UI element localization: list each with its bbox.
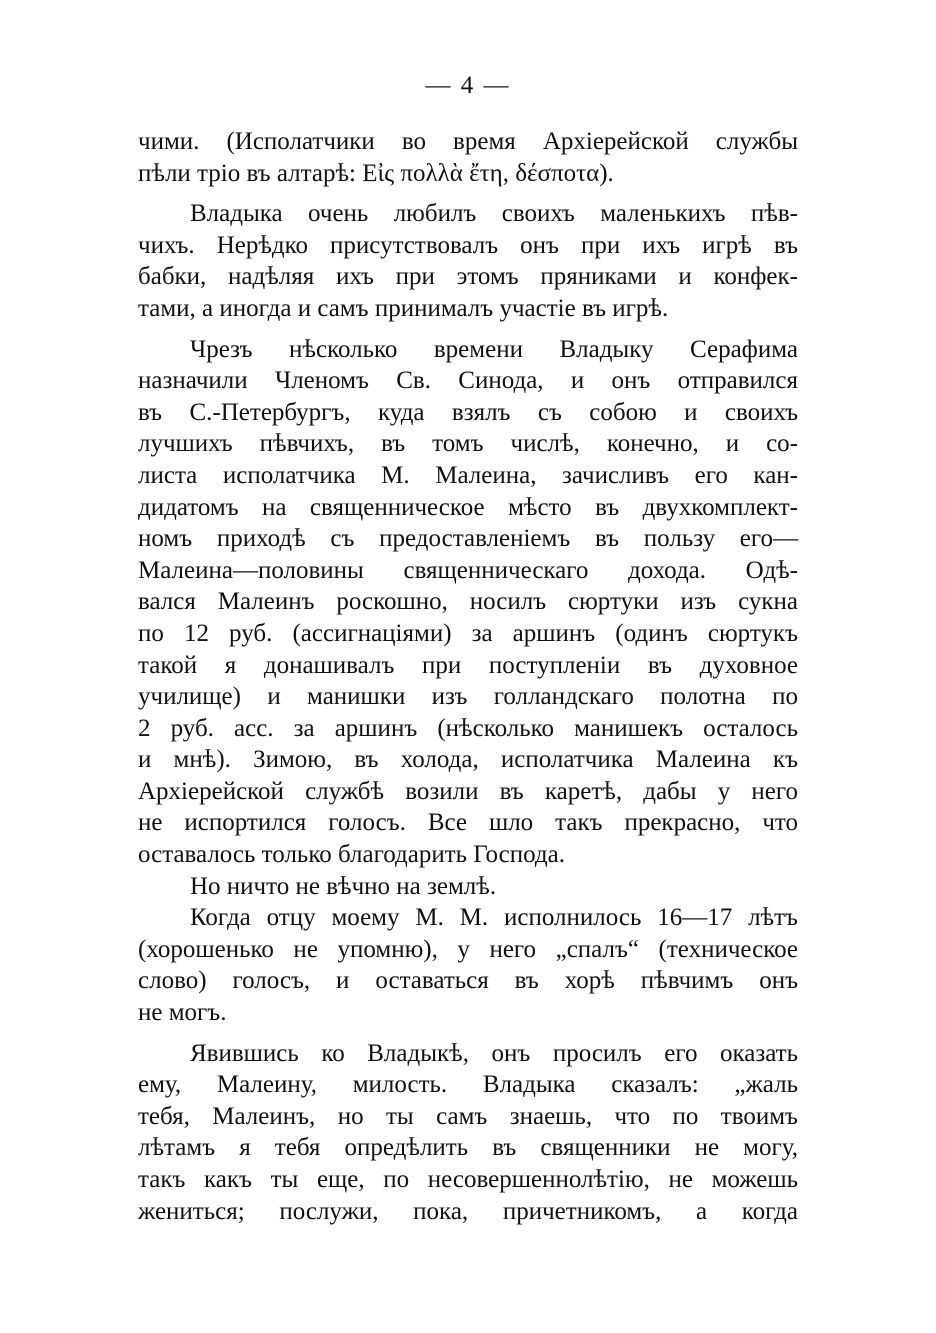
text-line: лѣтамъ я тебя опредѣлить въ священники не могу,: [138, 1134, 798, 1162]
text-line: и мнѣ). Зимою, въ холода, исполатчика Малеина къ: [138, 746, 798, 774]
text-line: оставалось только благодарить Господа.: [138, 841, 566, 869]
text-line: чихъ. Нерѣдко присутствовалъ онъ при ихъ игрѣ въ: [138, 231, 798, 259]
text-line: бабки, надѣляя ихъ при этомъ пряниками и конфек-: [138, 263, 798, 291]
text-line: (хорошенько не упомню), у него „спалъ“ (техническое: [138, 935, 798, 963]
text-line: такой я донашивалъ при поступленіи въ духовное: [138, 651, 798, 679]
body-text: [138, 126, 798, 1227]
text-line: листа исполатчика М. Малеина, зачисливъ его кан-: [138, 461, 798, 489]
text-line: такъ какъ ты еще, по несовершеннолѣтію, не можешь: [138, 1166, 798, 1193]
text-line: дидатомъ на священническое мѣсто въ двухкомплект-: [138, 493, 798, 521]
text-line: училище) и манишки изъ голландскаго полотна по: [138, 683, 798, 711]
text-line: слово) голосъ, и оставаться въ хорѣ пѣвчимъ онъ: [138, 967, 798, 995]
paragraph-2: [138, 198, 798, 324]
text-line: назначили Членомъ Св. Синода, и онъ отправился: [138, 367, 798, 395]
text-line: въ С.-Петербургъ, куда взялъ съ собою и своихъ: [138, 398, 798, 426]
paragraph-1: [138, 126, 798, 189]
text-line: Чрезъ нѣсколько времени Владыку Серафима: [190, 335, 798, 363]
paragraph-3: [138, 334, 798, 871]
text-line: Явившись ко Владыкѣ, онъ просилъ его оказать: [190, 1039, 798, 1067]
text-line: Архіерейской службѣ возили въ каретѣ, дабы у него: [138, 777, 798, 805]
text-line: жениться; послужи, пока, причетникомъ, а когда: [138, 1197, 798, 1225]
paragraph-6: [138, 1038, 798, 1228]
text-line: тами, а иногда и самъ принималъ участіе въ игрѣ.: [138, 294, 669, 322]
text-line: тебя, Малеинъ, но ты самъ знаешь, что по твоимъ: [138, 1102, 798, 1130]
paragraph-5: [138, 902, 798, 1028]
text-line: ему, Малеину, милость. Владыка сказалъ: „жаль: [138, 1071, 798, 1099]
text-line: не могъ.: [138, 999, 227, 1027]
text-line: не испортился голосъ. Все шло такъ прекрасно, что: [138, 809, 798, 837]
text-line: 2 руб. асс. за аршинъ (нѣсколько манишекъ осталось: [138, 714, 798, 742]
paragraph-4: [138, 871, 798, 903]
text-line: лучшихъ пѣвчихъ, въ томъ числѣ, конечно, и со-: [138, 430, 798, 458]
text-line: Но ничто не вѣчно на землѣ.: [190, 872, 497, 900]
text-line: Владыка очень любилъ своихъ маленькихъ пѣв-: [190, 200, 798, 228]
text-line: номъ приходѣ съ предоставленіемъ въ пользу его—: [138, 525, 798, 553]
page-number: — 4 —: [425, 72, 511, 99]
text-line: чими. (Исполатчики во время Архіерейской службы: [138, 128, 798, 155]
text-line: пѣли тріо въ алтарѣ: Εἰς πολλὰ ἔτη, δέσποτα).: [138, 159, 614, 187]
text-line: вался Малеинъ роскошно, носилъ сюртуки изъ сукна: [138, 588, 798, 616]
text-line: Когда отцу моему М. М. исполнилось 16—17 лѣтъ: [190, 904, 798, 932]
text-line: Малеина—половины священническаго дохода. Одѣ-: [138, 556, 798, 584]
text-line: по 12 руб. (ассигнаціями) за аршинъ (одинъ сюртукъ: [138, 619, 798, 647]
